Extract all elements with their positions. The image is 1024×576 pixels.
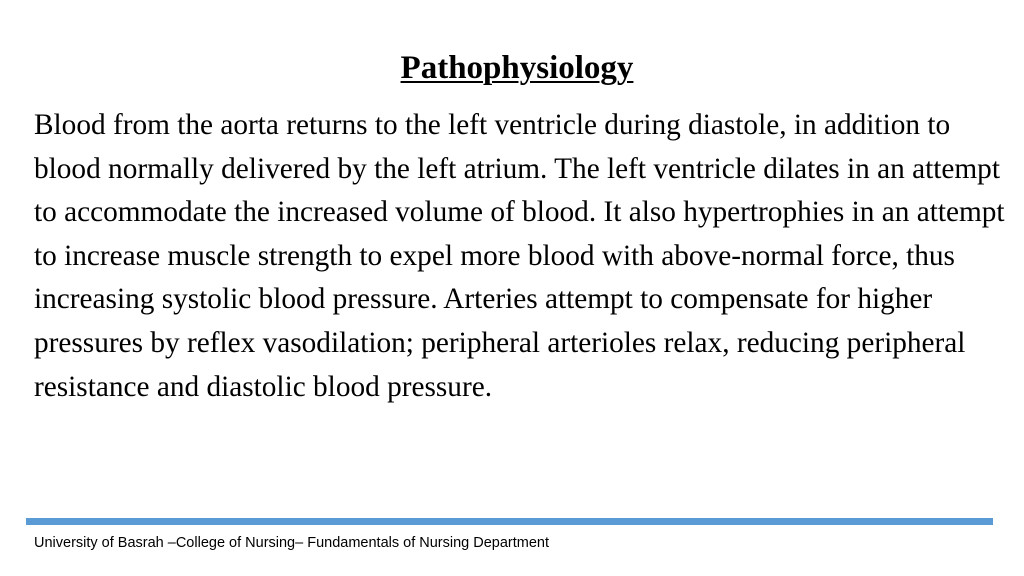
page-title	[0, 50, 1024, 87]
footer-divider	[26, 518, 993, 525]
footer-text: University of Basrah –College of Nursing– Fundamentals of Nursing Department	[34, 535, 549, 551]
page-title-text: Pathophysiology	[400, 50, 634, 86]
body-paragraph: Blood from the aorta returns to the left ventricle during diastole, in addition to blood normally delivered by the left atrium. The left ventricle dilates in an attempt to accommodate the increased volume of blood. It also hypertrophies in an attempt to increase muscle strength to expel more blood with above-normal force, thus increasing systolic blood pressure. Arteries attempt to compensate for higher pressures by reflex vasodilation; peripheral arterioles relax, reducing peripheral resistance and diastolic blood pressure.	[34, 109, 1005, 403]
